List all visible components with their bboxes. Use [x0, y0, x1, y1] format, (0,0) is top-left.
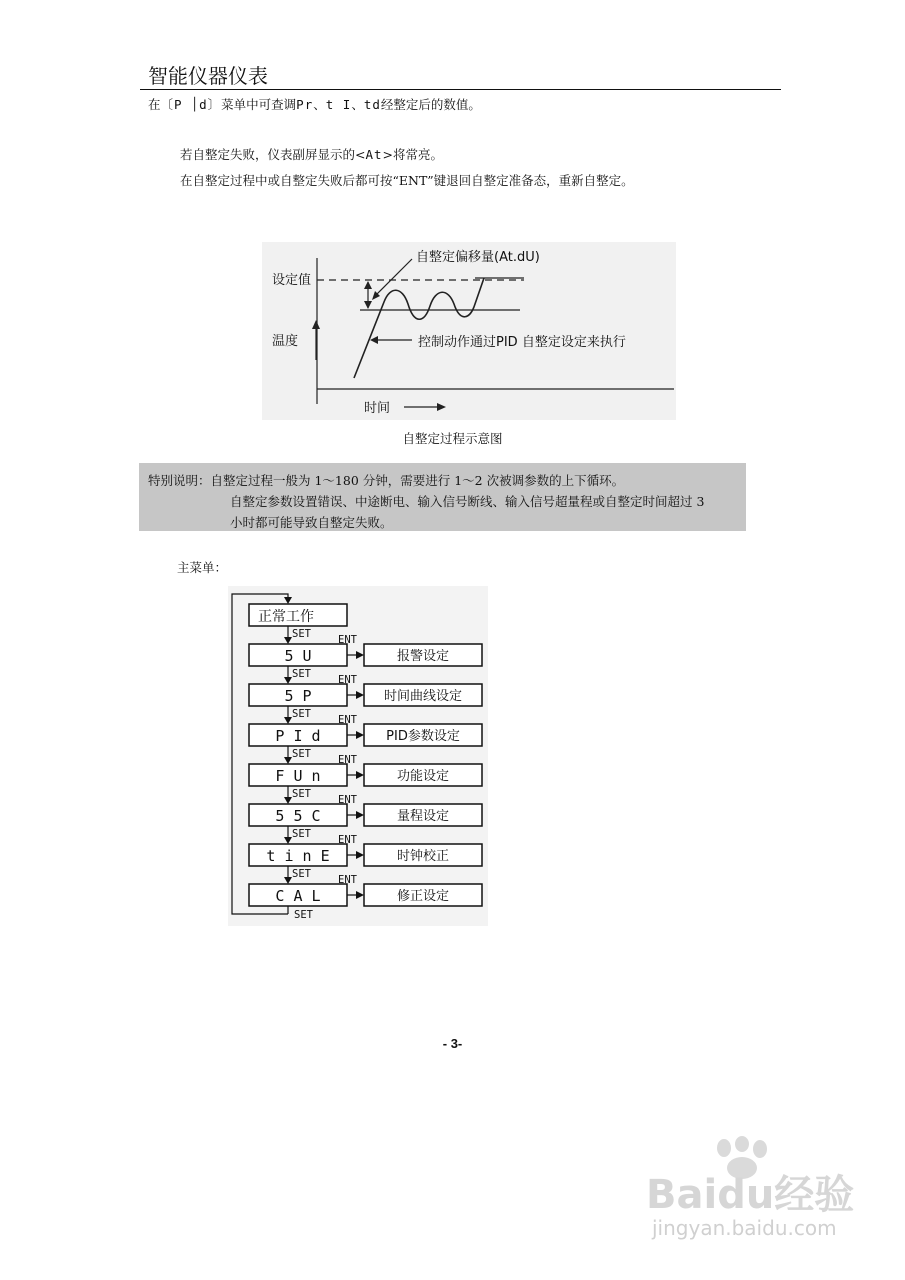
- temperature-label: 温度: [272, 334, 299, 349]
- diagram-background: [262, 242, 676, 420]
- main-menu-title: 主菜单：: [177, 560, 228, 575]
- page-header-title: 智能仪器仪表: [148, 64, 268, 88]
- control-label: 控制动作通过PID 自整定设定来执行: [418, 335, 626, 350]
- menu-target-label: 修正设定: [396, 889, 450, 904]
- flowchart-background: [228, 586, 488, 926]
- paragraph-text: 菜单中可查调: [221, 97, 297, 112]
- ti-code: t I: [325, 97, 352, 112]
- set-label: SET: [292, 868, 311, 880]
- menu-code-label: 5 U: [284, 647, 312, 665]
- menu-code-label: P I d: [275, 727, 321, 745]
- set-label: SET: [292, 668, 311, 680]
- menu-target-label: 时钟校正: [396, 849, 450, 864]
- menu-code-label: 5 P: [284, 687, 312, 705]
- paragraph-text: >将常亮。: [382, 147, 444, 162]
- separator: 、: [313, 97, 326, 112]
- set-label: SET: [292, 628, 311, 640]
- paragraph-text: 经整定后的数值。: [380, 97, 481, 112]
- paragraph-ent-key: 在自整定过程中或自整定失败后都可按“ENT”键退回自整定准备态，重新自整定。: [180, 173, 634, 188]
- page-number: - 3-: [442, 1036, 463, 1051]
- paragraph-text: 在: [148, 97, 161, 112]
- note-line-3: 小时都可能导致自整定失败。: [230, 515, 393, 530]
- menu-code-label: 5 5 C: [275, 807, 321, 825]
- final-set-label: SET: [294, 909, 313, 921]
- ent-label: ENT: [338, 674, 357, 686]
- header-divider: [140, 89, 781, 90]
- offset-label: 自整定偏移量(At.dU): [416, 250, 540, 265]
- pid-code: 〔P ׀d〕: [160, 97, 222, 112]
- baidu-watermark-brand: Baidu经验: [646, 1172, 855, 1218]
- start-box-label: 正常工作: [258, 609, 314, 625]
- ent-label: ENT: [338, 874, 357, 886]
- ent-label: ENT: [338, 794, 357, 806]
- menu-code-label: C A L: [275, 887, 321, 905]
- figure-caption: 自整定过程示意图: [402, 431, 503, 446]
- separator: 、: [351, 97, 364, 112]
- pr-code: Pr: [296, 97, 314, 112]
- menu-code-label: t i n E: [266, 847, 330, 865]
- menu-target-label: 功能设定: [396, 769, 450, 784]
- paragraph-text: 若自整定失败，仪表副屏显示的<: [180, 147, 366, 162]
- special-note-box: [139, 463, 746, 531]
- note-line-1: 特别说明：自整定过程一般为 1～180 分钟，需要进行 1～2 次被调参数的上下循环。: [148, 473, 625, 488]
- set-label: SET: [292, 748, 311, 760]
- menu-code-label: F U n: [275, 767, 321, 785]
- paragraph-pid-menu: [148, 97, 481, 113]
- ent-label: ENT: [338, 834, 357, 846]
- ent-label: ENT: [338, 714, 357, 726]
- td-code: td: [363, 97, 381, 112]
- menu-target-label: PID参数设定: [386, 729, 460, 744]
- menu-target-label: 时间曲线设定: [383, 689, 463, 704]
- autotune-diagram: [262, 242, 676, 420]
- setpoint-label: 设定值: [272, 273, 312, 288]
- at-code: At: [365, 147, 383, 162]
- set-label: SET: [292, 708, 311, 720]
- menu-target-label: 报警设定: [396, 649, 450, 664]
- paragraph-failure: [180, 147, 443, 163]
- ent-label: ENT: [338, 754, 357, 766]
- time-label: 时间: [364, 401, 391, 416]
- ent-label: ENT: [338, 634, 357, 646]
- note-line-2: 自整定参数设置错误、中途断电、输入信号断线、输入信号超量程或自整定时间超过 3: [230, 494, 705, 509]
- baidu-watermark-url: jingyan.baidu.com: [652, 1216, 837, 1240]
- menu-target-label: 量程设定: [396, 809, 450, 824]
- set-label: SET: [292, 828, 311, 840]
- set-label: SET: [292, 788, 311, 800]
- main-menu-flowchart: [228, 586, 488, 926]
